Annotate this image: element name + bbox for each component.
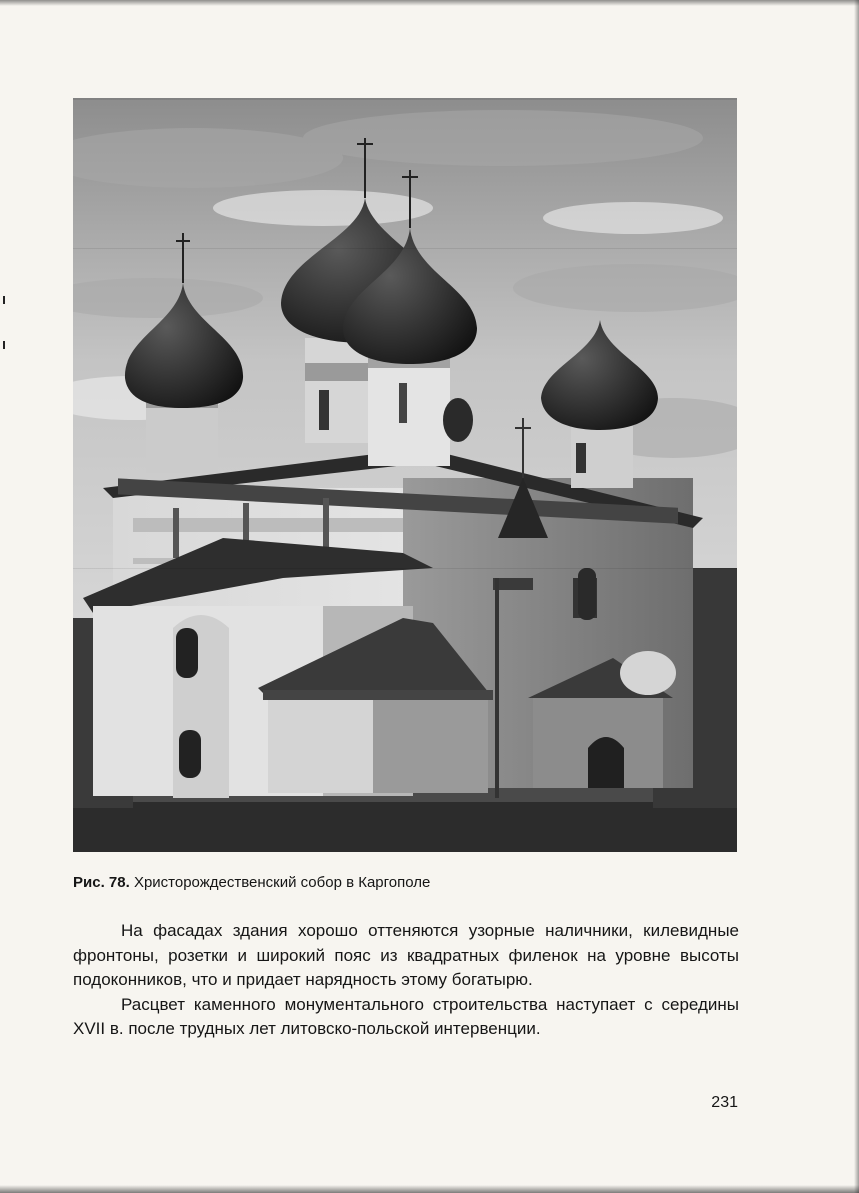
- figure-title: Христорождественский собор в Каргополе: [133, 874, 431, 891]
- figure-caption: [73, 873, 753, 893]
- figure-label: Рис. 78.: [73, 874, 130, 891]
- scan-speck: [3, 341, 5, 349]
- page-number: 231: [711, 1094, 738, 1111]
- scan-speck: [3, 296, 5, 304]
- paragraph: Расцвет каменного монументального строительства наступает с середины XVII в. после трудных лет литовско-польской интервенции.: [73, 994, 739, 1038]
- page-edge-bottom: [0, 1185, 859, 1193]
- page-edge-top: [0, 0, 859, 6]
- cathedral-photo: [73, 98, 737, 852]
- page-edge-right: [854, 0, 859, 1193]
- body-text: [73, 919, 739, 1042]
- paragraph: На фасадах здания хорошо оттеняются узорные наличники, килевидные фронтоны, розетки и широкий пояс из квадратных филенок на уровне высоты подоконников, что и придает нарядность этому богатырю.: [73, 921, 739, 989]
